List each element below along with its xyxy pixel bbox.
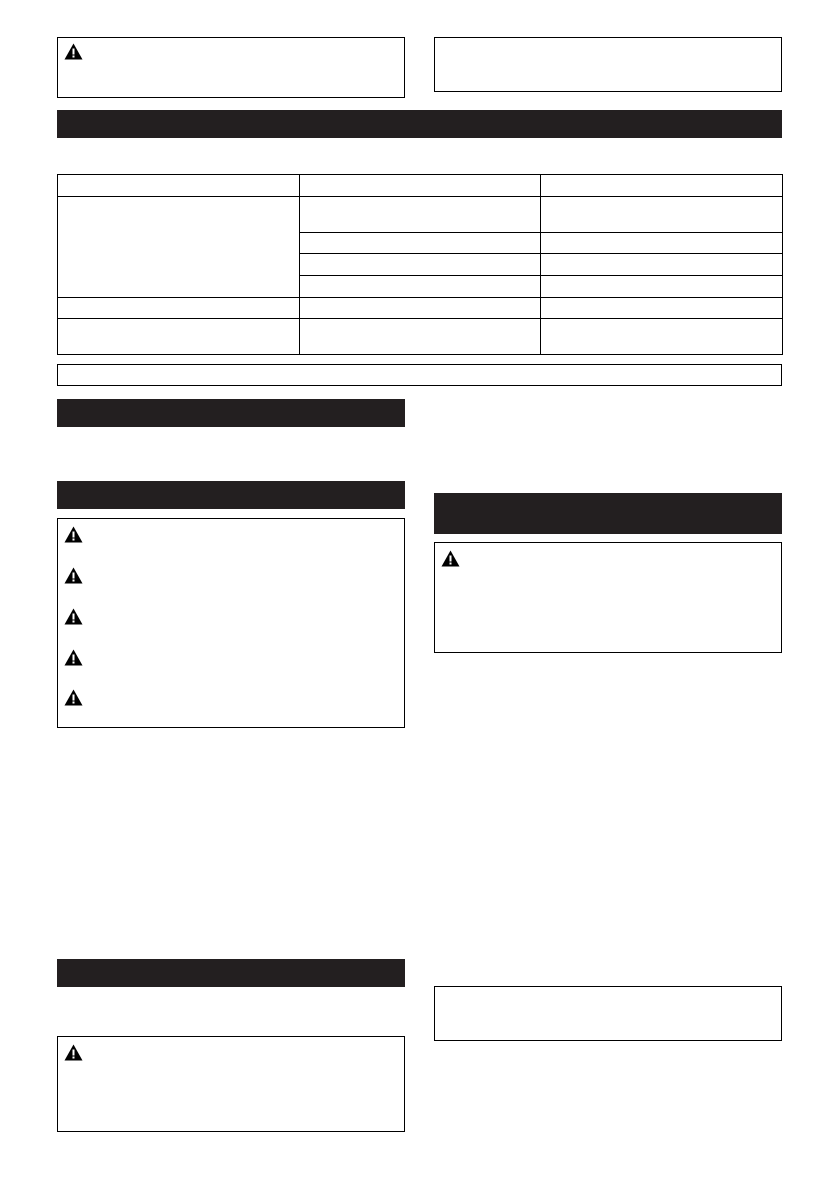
warning-triangle-icon (64, 689, 83, 706)
section-header-left-2 (57, 481, 405, 509)
table-cell (541, 197, 783, 233)
warning-triangle-icon (64, 1044, 83, 1061)
table-cell (58, 319, 300, 355)
table-cell (300, 233, 541, 254)
section-header-left-3 (57, 959, 405, 987)
table-cell (541, 233, 783, 254)
section-header-left-1 (57, 399, 405, 427)
table-row (58, 298, 783, 319)
warning-box-right (434, 542, 782, 653)
table-cell (541, 319, 783, 355)
table-cell (541, 254, 783, 276)
warning-triangle-icon (64, 649, 83, 666)
table-cell (58, 298, 300, 319)
warning-triangle-icon (64, 567, 83, 584)
table-row (58, 197, 783, 233)
table-cell (58, 197, 300, 298)
table-cell (300, 197, 541, 233)
section-header-right-1 (434, 493, 782, 534)
table-cell (300, 298, 541, 319)
note-box-bottom-right (434, 986, 782, 1041)
table-header-row (58, 175, 783, 197)
table-cell (300, 276, 541, 298)
table-header-cell (58, 175, 300, 197)
table-cell (300, 254, 541, 276)
warning-box-top-left (57, 37, 405, 98)
note-box-top-right (434, 37, 782, 92)
warning-box-safety-list (57, 518, 405, 728)
table-note (57, 364, 782, 386)
specifications-table (57, 174, 783, 355)
table-cell (541, 276, 783, 298)
table-cell (541, 298, 783, 319)
warning-triangle-icon (64, 608, 83, 625)
table-cell (300, 319, 541, 355)
warning-box-bottom-left (57, 1036, 405, 1132)
warning-triangle-icon (64, 526, 83, 543)
warning-triangle-icon (441, 550, 460, 567)
warning-triangle-icon (64, 43, 83, 60)
table-row (58, 319, 783, 355)
table-header-cell (300, 175, 541, 197)
section-header-specifications (57, 110, 782, 138)
table-header-cell (541, 175, 783, 197)
